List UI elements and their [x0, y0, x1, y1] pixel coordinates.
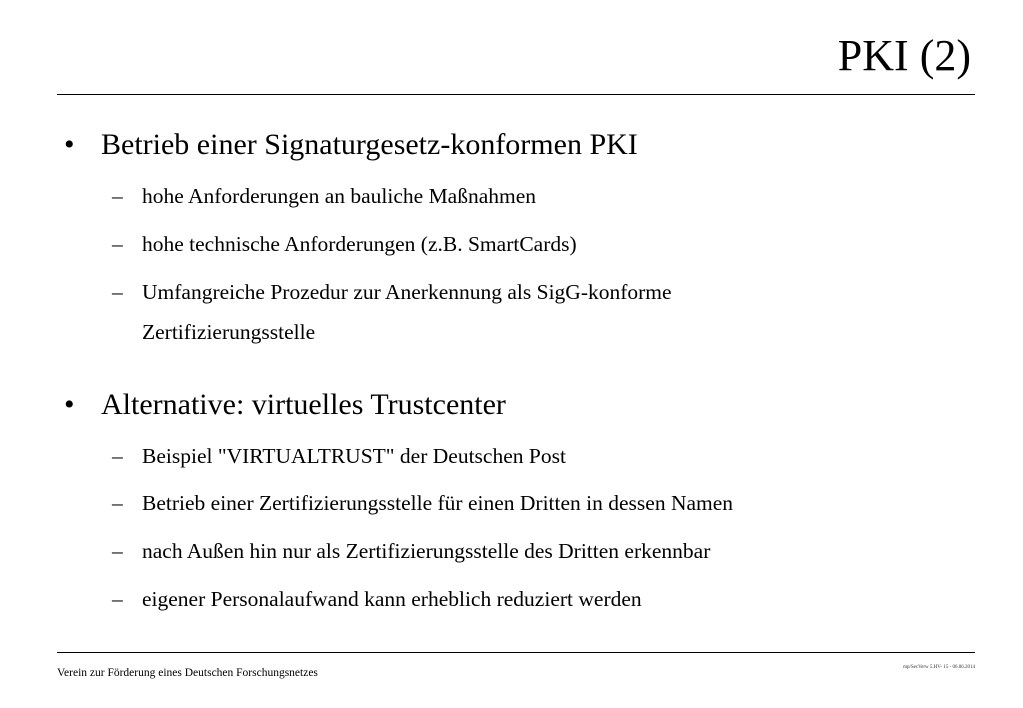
dash-marker: –: [112, 539, 123, 563]
sub-item-text: Betrieb einer Zertifizierungsstelle für einen Dritten in dessen Namen: [142, 491, 734, 515]
bullet-text: Alternative: virtuelles Trustcenter: [101, 388, 506, 421]
sub-item-text: nach Außen hin nur als Zertifizierungsstelle des Dritten erkennbar: [142, 539, 711, 563]
title-divider: [57, 94, 975, 95]
bullet-virtual-trustcenter: [64, 390, 506, 420]
sub-item: [112, 446, 566, 468]
bullet-marker: •: [64, 388, 75, 421]
sub-item: [112, 234, 577, 256]
sub-item: [112, 541, 710, 563]
bullet-marker: •: [64, 128, 75, 161]
sub-item-text: Umfangreiche Prozedur zur Anerkennung als SigG-konforme: [142, 280, 672, 304]
dash-marker: –: [112, 444, 123, 468]
footer-divider: [57, 652, 975, 653]
sub-item: [112, 493, 733, 515]
sub-item-text: hohe Anforderungen an bauliche Maßnahmen: [142, 184, 537, 208]
sub-item: [112, 282, 672, 304]
sub-item: [112, 589, 642, 611]
dash-marker: –: [112, 232, 123, 256]
dash-marker: –: [112, 587, 123, 611]
slide-title: PKI (2): [837, 31, 971, 80]
bullet-pki-operation: [64, 130, 638, 160]
sub-item-text: Beispiel "VIRTUALTRUST" der Deutschen Post: [142, 444, 566, 468]
footer-organization: Verein zur Förderung eines Deutschen Forschungsnetzes: [57, 667, 318, 679]
dash-marker: –: [112, 184, 123, 208]
dash-marker: –: [112, 491, 123, 515]
dash-marker: –: [112, 280, 123, 304]
sub-item-text: eigener Personalaufwand kann erheblich reduziert werden: [142, 587, 642, 611]
bullet-text: Betrieb einer Signaturgesetz-konformen PKI: [101, 128, 638, 161]
footer-reference: mp/SecVerw 5.HV- 15 - 06.06.2014: [903, 665, 975, 670]
sub-item-continuation: Zertifizierungsstelle: [142, 320, 316, 344]
sub-item: [112, 186, 536, 208]
sub-item-text: hohe technische Anforderungen (z.B. SmartCards): [142, 232, 577, 256]
